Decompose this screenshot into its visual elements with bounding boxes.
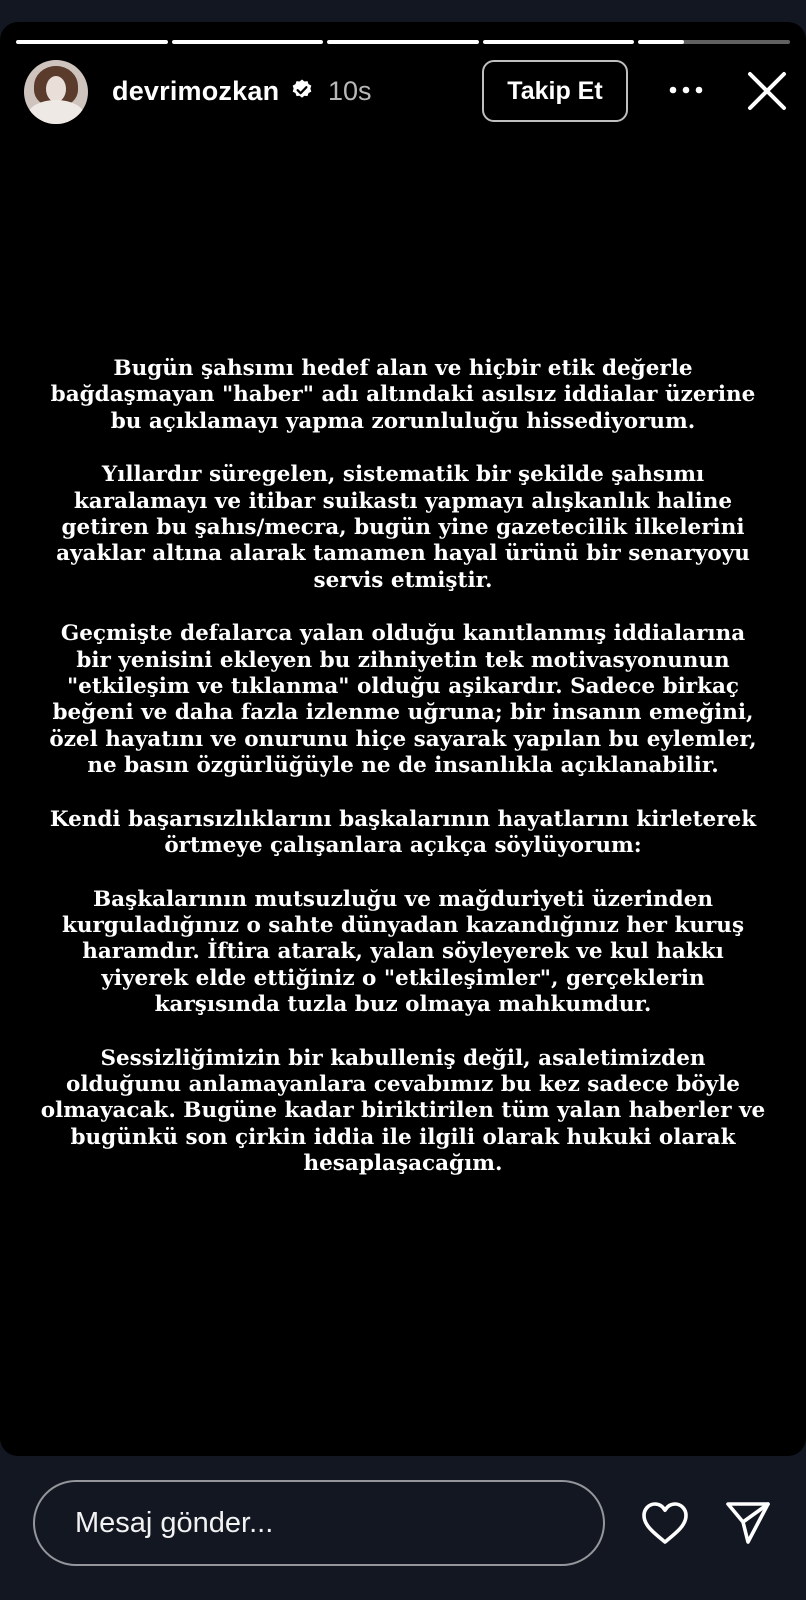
story-progress-bar bbox=[16, 40, 790, 44]
story-viewer[interactable] bbox=[0, 22, 806, 1456]
progress-fill bbox=[327, 40, 479, 44]
story-header bbox=[0, 58, 806, 124]
statement-paragraph: Başkalarının mutsuzluğu ve mağduriyeti üzerinden kurguladığınız o sahte dünyadan kazandığınız her kuruş haramdır. İftira atarak, yalan söyleyerek ve kul hakkı yiyerek elde ettiğiniz o "etkileşimler", gerçeklerin karşısında tuzla buz olmaya mahkumdur. bbox=[61, 886, 745, 1018]
story-statement-text bbox=[40, 356, 766, 1205]
heart-icon[interactable] bbox=[640, 1500, 690, 1546]
statement-paragraph: Bugün şahsımı hedef alan ve hiçbir etik değerle bağdaşmayan "haber" adı altındaki asılsız iddialar üzerine bu açıklamayı yapma zorunluluğu hissediyorum. bbox=[50, 356, 756, 434]
progress-fill bbox=[638, 40, 683, 44]
follow-button[interactable]: Takip Et bbox=[482, 60, 628, 122]
send-icon[interactable] bbox=[724, 1498, 772, 1546]
more-options-icon[interactable] bbox=[666, 78, 706, 102]
progress-segment-4 bbox=[483, 40, 635, 44]
progress-fill bbox=[16, 40, 168, 44]
avatar[interactable] bbox=[24, 60, 88, 124]
verified-badge-icon bbox=[290, 78, 314, 102]
avatar-face bbox=[46, 76, 66, 102]
statement-paragraph: Sessizliğimizin bir kabulleniş değil, asaletimizden olduğunu anlamayanlara cevabımız bu kez sadece böyle olmayacak. Bugüne kadar biriktirilen tüm yalan haberler ve bugünkü son çirkin iddia ile ilgili olarak hukuki olarak hesaplaşacağım. bbox=[40, 1045, 766, 1177]
avatar-body bbox=[28, 100, 84, 124]
statement-paragraph: Kendi başarısızlıklarını başkalarının hayatlarını kirleterek örtmeye çalışanlara açıkça söylüyorum: bbox=[49, 806, 757, 859]
message-input[interactable] bbox=[33, 1480, 605, 1566]
username[interactable]: devrimozkan bbox=[112, 76, 280, 106]
close-icon[interactable] bbox=[746, 70, 788, 112]
progress-fill bbox=[172, 40, 324, 44]
progress-segment-2 bbox=[172, 40, 324, 44]
progress-fill bbox=[483, 40, 635, 44]
progress-segment-1 bbox=[16, 40, 168, 44]
statement-paragraph: Yıllardır süregelen, sistematik bir şekilde şahsımı karalamayı ve itibar suikastı yapmayı alışkanlık haline getiren bu şahıs/mecra, bugün yine gazetecilik ilkelerini ayaklar altına alarak tamamen hayal ürünü bir senaryoyu servis etmiştir. bbox=[56, 462, 750, 593]
story-footer bbox=[0, 1456, 806, 1600]
story-timestamp: 10s bbox=[328, 76, 372, 106]
statement-paragraph: Geçmişte defalarca yalan olduğu kanıtlanmış iddialarına bir yenisini ekleyen bu zihniyetin tek motivasyonunun "etkileşim ve tıklanma" olduğu aşikardır. Sadece birkaç beğeni ve daha fazla izlenme uğruna; bir insanın emeğini, özel hayatını ve onurunu hiçe sayarak yapılan bu eylemler, ne basın özgürlüğüyle ne de insanlıkla açıklanabilir. bbox=[49, 621, 757, 779]
progress-segment-3 bbox=[327, 40, 479, 44]
progress-segment-5 bbox=[638, 40, 790, 44]
